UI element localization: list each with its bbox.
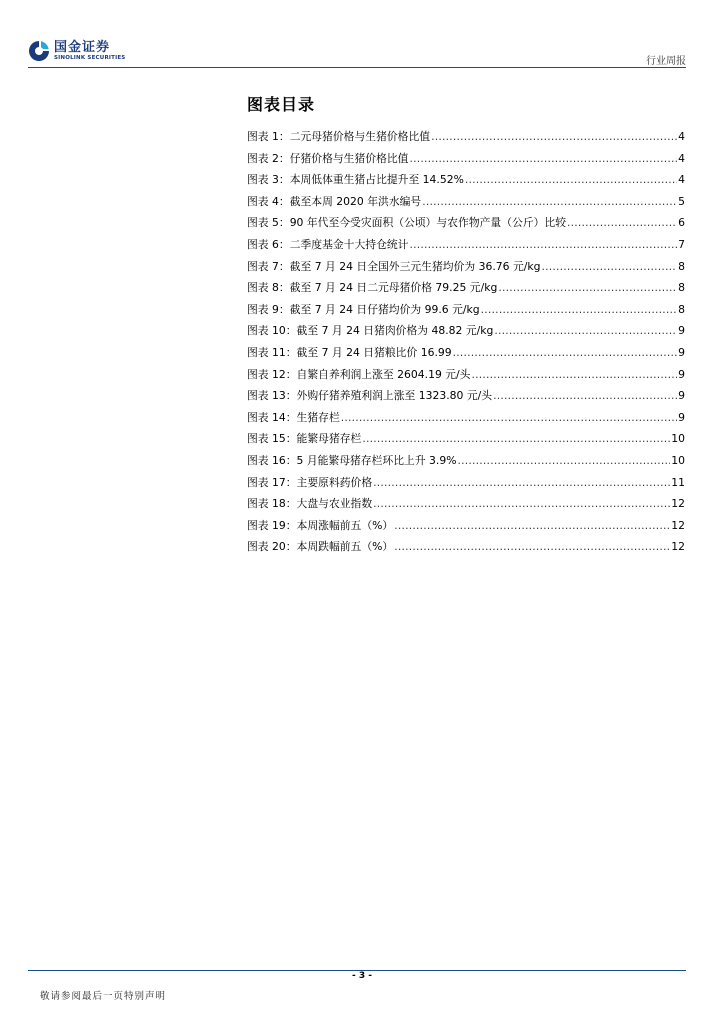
report-type: 行业周报: [646, 56, 686, 67]
toc-list: [247, 126, 685, 558]
logo-chinese-name: 国金证券: [54, 39, 111, 55]
toc-entry[interactable]: [247, 277, 685, 299]
toc-entry[interactable]: [247, 364, 685, 386]
toc-entry-page: 10: [671, 453, 685, 467]
toc-entry[interactable]: [247, 256, 685, 278]
sinolink-logo-icon: [28, 40, 50, 62]
toc-entry[interactable]: [247, 385, 685, 407]
toc-entry-label: 图表 4：截至本周 2020 年洪水编号: [247, 194, 422, 208]
toc-entry-page: 8: [678, 259, 685, 273]
toc-entry-label: 图表 7：截至 7 月 24 日全国外三元生猪均价为 36.76 元/kg: [247, 259, 541, 273]
toc-leader-dots: [373, 472, 670, 494]
toc-leader-dots: [394, 515, 670, 537]
page-header: [0, 0, 724, 70]
toc-entry-page: 9: [678, 345, 685, 359]
toc-entry-page: 8: [678, 281, 685, 295]
toc-entry-label: 图表 20：本周跌幅前五（%）: [247, 540, 394, 554]
toc-entry[interactable]: [247, 536, 685, 558]
toc-leader-dots: [394, 536, 670, 558]
toc-leader-dots: [453, 342, 678, 364]
toc-entry[interactable]: [247, 191, 685, 213]
disclaimer-text: 敬请参阅最后一页特别声明: [40, 991, 167, 1002]
toc-entry-page: 9: [678, 367, 685, 381]
toc-entry[interactable]: [247, 472, 685, 494]
page-number: - 3 -: [352, 971, 372, 981]
toc-entry-label: 图表 6：二季度基金十大持仓统计: [247, 237, 409, 251]
company-logo: [28, 40, 125, 62]
table-of-figures: [247, 94, 685, 558]
toc-entry-page: 9: [678, 410, 685, 424]
toc-entry-page: 12: [671, 518, 685, 532]
toc-entry-label: 图表 13：外购仔猪养殖利润上涨至 1323.80 元/头: [247, 389, 493, 403]
toc-entry-page: 11: [671, 475, 685, 489]
toc-leader-dots: [542, 256, 678, 278]
toc-leader-dots: [567, 212, 677, 234]
toc-leader-dots: [422, 191, 677, 213]
toc-entry[interactable]: [247, 515, 685, 537]
toc-entry-page: 4: [678, 151, 685, 165]
toc-entry-page: 5: [678, 194, 685, 208]
toc-entry-label: 图表 5：90 年代至今受灾面积（公顷）与农作物产量（公斤）比较: [247, 216, 566, 230]
toc-leader-dots: [465, 169, 677, 191]
toc-leader-dots: [458, 450, 671, 472]
toc-entry[interactable]: [247, 428, 685, 450]
toc-entry-page: 4: [678, 173, 685, 187]
toc-title: 图表目录: [247, 95, 316, 114]
toc-leader-dots: [431, 126, 677, 148]
toc-entry-label: 图表 9：截至 7 月 24 日仔猪均价为 99.6 元/kg: [247, 302, 480, 316]
toc-entry[interactable]: [247, 148, 685, 170]
toc-leader-dots: [471, 364, 677, 386]
toc-leader-dots: [498, 277, 677, 299]
toc-entry-label: 图表 12：自繁自养利润上涨至 2604.19 元/头: [247, 367, 471, 381]
toc-entry-label: 图表 15：能繁母猪存栏: [247, 432, 362, 446]
header-divider: [28, 67, 686, 68]
toc-entry-page: 12: [671, 540, 685, 554]
toc-entry[interactable]: [247, 234, 685, 256]
toc-entry-page: 9: [678, 389, 685, 403]
toc-entry-label: 图表 14：生猪存栏: [247, 410, 340, 424]
toc-entry[interactable]: [247, 342, 685, 364]
logo-english-name: SINOLINK SECURITIES: [54, 54, 126, 61]
toc-entry[interactable]: [247, 212, 685, 234]
toc-entry-label: 图表 8：截至 7 月 24 日二元母猪价格 79.25 元/kg: [247, 281, 498, 295]
toc-leader-dots: [481, 299, 677, 321]
toc-leader-dots: [493, 385, 677, 407]
toc-entry-page: 6: [678, 216, 685, 230]
toc-entry-label: 图表 18：大盘与农业指数: [247, 497, 373, 511]
toc-entry-label: 图表 16：5 月能繁母猪存栏环比上升 3.9%: [247, 453, 457, 467]
toc-entry-label: 图表 17：主要原料药价格: [247, 475, 373, 489]
toc-entry[interactable]: [247, 493, 685, 515]
toc-entry-label: 图表 3：本周低体重生猪占比提升至 14.52%: [247, 173, 464, 187]
toc-leader-dots: [409, 234, 677, 256]
toc-entry[interactable]: [247, 320, 685, 342]
toc-entry-label: 图表 1：二元母猪价格与生猪价格比值: [247, 130, 431, 143]
toc-leader-dots: [362, 428, 670, 450]
toc-entry[interactable]: [247, 169, 685, 191]
toc-entry-label: 图表 11：截至 7 月 24 日猪粮比价 16.99: [247, 345, 452, 359]
toc-entry-label: 图表 2：仔猪价格与生猪价格比值: [247, 151, 409, 165]
toc-entry-page: 12: [671, 497, 685, 511]
toc-leader-dots: [373, 493, 670, 515]
toc-entry[interactable]: [247, 450, 685, 472]
toc-entry[interactable]: [247, 126, 685, 148]
toc-entry-page: 10: [671, 432, 685, 446]
toc-entry-page: 9: [678, 324, 685, 338]
toc-leader-dots: [409, 148, 677, 170]
toc-entry[interactable]: [247, 299, 685, 321]
toc-entry[interactable]: [247, 407, 685, 429]
toc-entry-label: 图表 19：本周涨幅前五（%）: [247, 518, 394, 532]
toc-leader-dots: [341, 407, 677, 429]
toc-entry-label: 图表 10：截至 7 月 24 日猪肉价格为 48.82 元/kg: [247, 324, 494, 338]
toc-entry-page: 8: [678, 302, 685, 316]
toc-leader-dots: [494, 320, 677, 342]
toc-entry-page: 7: [678, 237, 685, 251]
toc-entry-page: 4: [678, 130, 685, 143]
